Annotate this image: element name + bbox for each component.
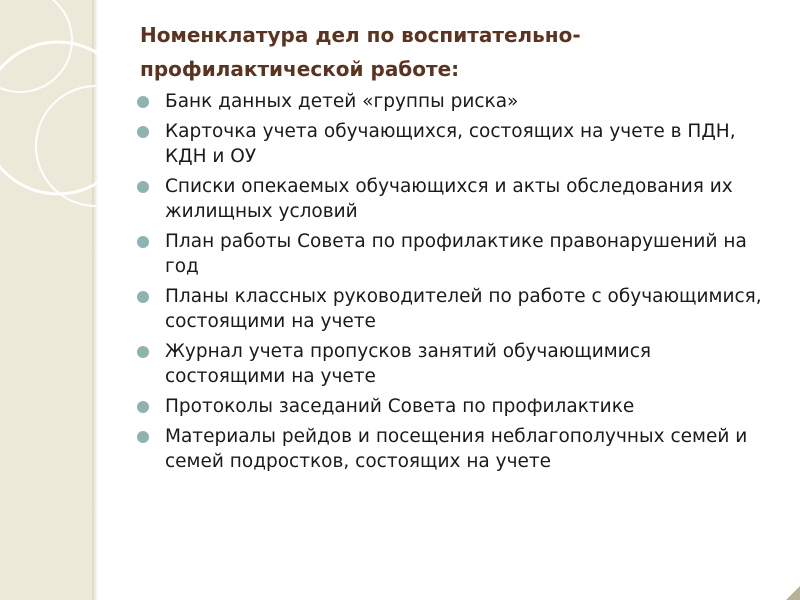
list-item-text: Банк данных детей «группы риска»: [165, 91, 519, 112]
list-item-text: Журнал учета пропусков занятий обучающимися состоящими на учете: [165, 341, 652, 387]
bullet-dot-icon: [137, 291, 149, 303]
bullet-dot-icon: [137, 401, 149, 413]
bullet-dot-icon: [137, 96, 149, 108]
list-item-text: План работы Совета по профилактике правонарушений на год: [165, 231, 747, 277]
bullet-dot-icon: [137, 236, 149, 248]
list-item: [136, 339, 766, 389]
corner-decoration: [786, 586, 800, 600]
list-item: [136, 284, 766, 334]
bullet-dot-icon: [137, 346, 149, 358]
list-item-text: Материалы рейдов и посещения неблагополучных семей и семей подростков, состоящих на учете: [165, 426, 748, 472]
list-item: [136, 424, 766, 474]
bullet-dot-icon: [137, 431, 149, 443]
list-item: [136, 394, 766, 419]
slide-title: Номенклатура дел по воспитательно-профилактической работе:: [140, 23, 581, 81]
list-item-text: Списки опекаемых обучающихся и акты обследования их жилищных условий: [165, 176, 733, 222]
list-item-text: Карточка учета обучающихся, состоящих на учете в ПДН, КДН и ОУ: [165, 121, 736, 167]
list-item: [136, 229, 766, 279]
bullet-dot-icon: [137, 181, 149, 193]
bullet-list: [136, 89, 766, 479]
list-item-text: Планы классных руководителей по работе с обучающимися, состоящими на учете: [165, 286, 762, 332]
list-item: [136, 119, 766, 169]
list-item: [136, 174, 766, 224]
bullet-dot-icon: [137, 126, 149, 138]
list-item-text: Протоколы заседаний Совета по профилактике: [165, 396, 635, 417]
list-item: [136, 89, 766, 114]
